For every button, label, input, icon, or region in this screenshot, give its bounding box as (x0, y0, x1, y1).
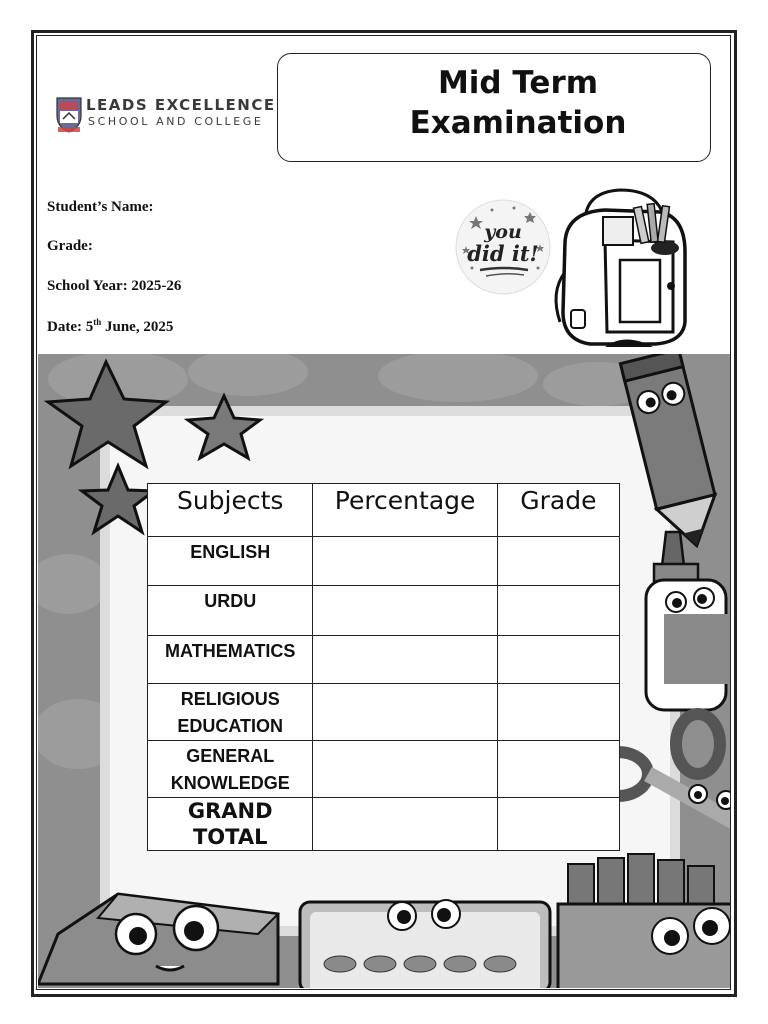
total-percentage-cell[interactable] (313, 798, 497, 851)
logo-line2: SCHOOL AND COLLEGE (88, 115, 264, 128)
title-line1: Mid Term (437, 65, 599, 101)
sticker-line1: you (484, 221, 522, 243)
logo-line1: LEADS EXCELLENCE (86, 96, 276, 114)
grade-cell[interactable] (497, 537, 619, 586)
percentage-cell[interactable] (313, 537, 497, 586)
grand-total-label: GRAND TOTAL (148, 798, 313, 851)
table-row (148, 741, 620, 798)
grade-cell[interactable] (497, 741, 619, 798)
subject-cell: GENERAL KNOWLEDGE (148, 741, 313, 798)
table-row (148, 586, 620, 636)
title-box (277, 53, 711, 162)
total-grade-cell[interactable] (497, 798, 619, 851)
school-year-label: School Year: 2025-26 (47, 278, 182, 294)
title-line2: Examination (409, 105, 627, 141)
date-label (47, 317, 173, 336)
grade-cell[interactable] (497, 684, 619, 741)
table-header-row (148, 484, 620, 537)
you-did-it-sticker (452, 198, 554, 296)
grade-label: Grade: (47, 238, 93, 254)
backpack-icon (545, 182, 700, 350)
percentage-cell[interactable] (313, 684, 497, 741)
grade-cell[interactable] (497, 636, 619, 684)
student-name-label: Student’s Name: (47, 199, 154, 215)
percentage-cell[interactable] (313, 636, 497, 684)
header-grade: Grade (497, 484, 619, 537)
school-crest-icon (54, 94, 84, 134)
school-logo (54, 94, 276, 134)
date-suffix: June, 2025 (101, 319, 174, 335)
grades-table (147, 483, 620, 851)
header-subjects: Subjects (148, 484, 313, 537)
header-percentage: Percentage (313, 484, 497, 537)
table-row (148, 537, 620, 586)
subject-cell: URDU (148, 586, 313, 636)
percentage-cell[interactable] (313, 741, 497, 798)
subject-cell: ENGLISH (148, 537, 313, 586)
percentage-cell[interactable] (313, 586, 497, 636)
grade-cell[interactable] (497, 586, 619, 636)
date-prefix: Date: 5 (47, 319, 94, 335)
sticker-line2: did it! (467, 241, 539, 266)
subject-cell: MATHEMATICS (148, 636, 313, 684)
table-row-total (148, 798, 620, 851)
date-superscript: th (93, 317, 102, 327)
table-row (148, 636, 620, 684)
subject-cell: RELIGIOUS EDUCATION (148, 684, 313, 741)
table-row (148, 684, 620, 741)
